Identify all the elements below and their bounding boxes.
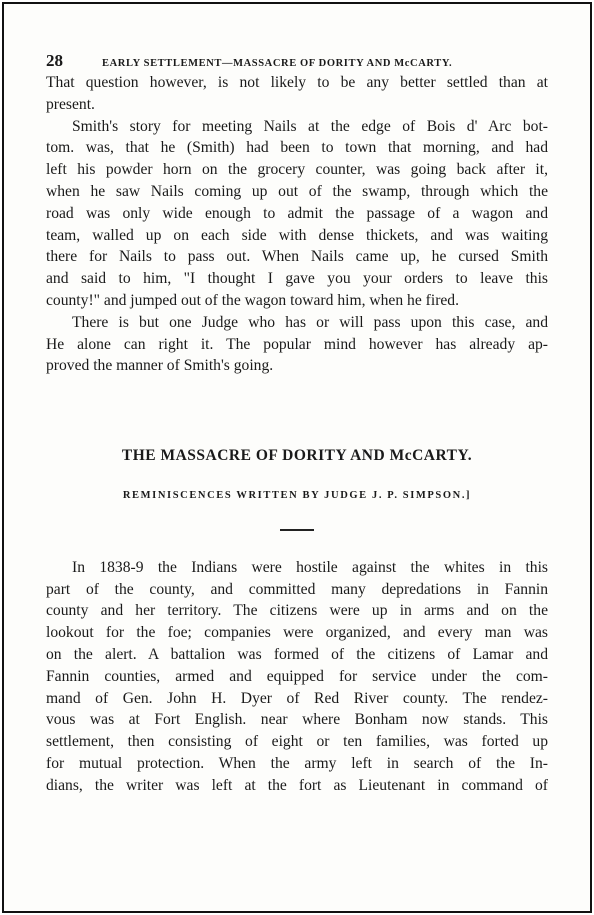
section-subheading: REMINISCENCES WRITTEN BY JUDGE J. P. SIMPSON.] [122,489,472,501]
text-line: county!" and jumped out of the wagon toward him, when he fired. [46,291,459,309]
paragraph-continued [46,72,548,116]
text-line: dians, the writer was left at the fort as Lieutenant in command of [46,776,548,794]
text-line: In 1838-9 the Indians were hostile against the whites in this [72,558,548,576]
text-line: and said to him, "I thought I gave you your orders to leave this [46,270,548,288]
book-page [46,50,548,797]
text-line: tom. was, that he (Smith) had been to town that morning, and had [46,139,548,157]
text-line: present. [46,95,95,113]
text-line: proved the manner of Smith's going. [46,357,274,375]
section-heading: THE MASSACRE OF DORITY AND McCARTY. [121,447,473,465]
text-line: there for Nails to pass out. When Nails came up, he cursed Smith [46,248,548,266]
text-line: county and her territory. The citizens were up in arms and on the [46,602,548,620]
paragraph-indians [46,557,548,797]
page-number: 28 [46,51,63,70]
text-line: That question however, is not likely to be any better settled than at [46,74,548,91]
text-line: when he saw Nails coming up out of the swamp, through which the [46,182,548,200]
text-line: Fannin counties, armed and equipped for service under the com- [46,667,548,685]
text-line: for mutual protection. When the army left in search of the In- [46,754,548,772]
text-line: on the alert. A battalion was formed of the citizens of Lamar and [46,645,548,663]
text-line: left his powder horn on the grocery counter, was going back after it, [46,161,548,179]
text-line: He alone can right it. The popular mind however has already ap- [46,335,548,353]
divider-rule [280,529,314,531]
text-line: road was only wide enough to admit the passage of a wagon and [46,204,548,222]
text-line: team, walled up on each side with dense thickets, and was waiting [46,226,548,244]
text-line: There is but one Judge who has or will pass upon this case, and [72,313,548,331]
text-line: vous was at Fort English. near where Bonham now stands. This [46,711,548,729]
paragraph-smith-story [46,116,548,312]
text-line: lookout for the foe; companies were organized, and every man was [46,624,548,642]
text-line: settlement, then consisting of eight or ten families, was forted up [46,733,548,751]
text-line: Smith's story for meeting Nails at the edge of Bois d' Arc bot- [72,117,548,135]
paragraph-judge [46,312,548,377]
text-line: mand of Gen. John H. Dyer of Red River county. The rendez- [46,689,548,707]
text-line: part of the county, and committed many depredations in Fannin [46,580,548,598]
running-header [46,50,548,72]
running-title: EARLY SETTLEMENT—MASSACRE OF DORITY AND McCARTY. [102,58,453,69]
